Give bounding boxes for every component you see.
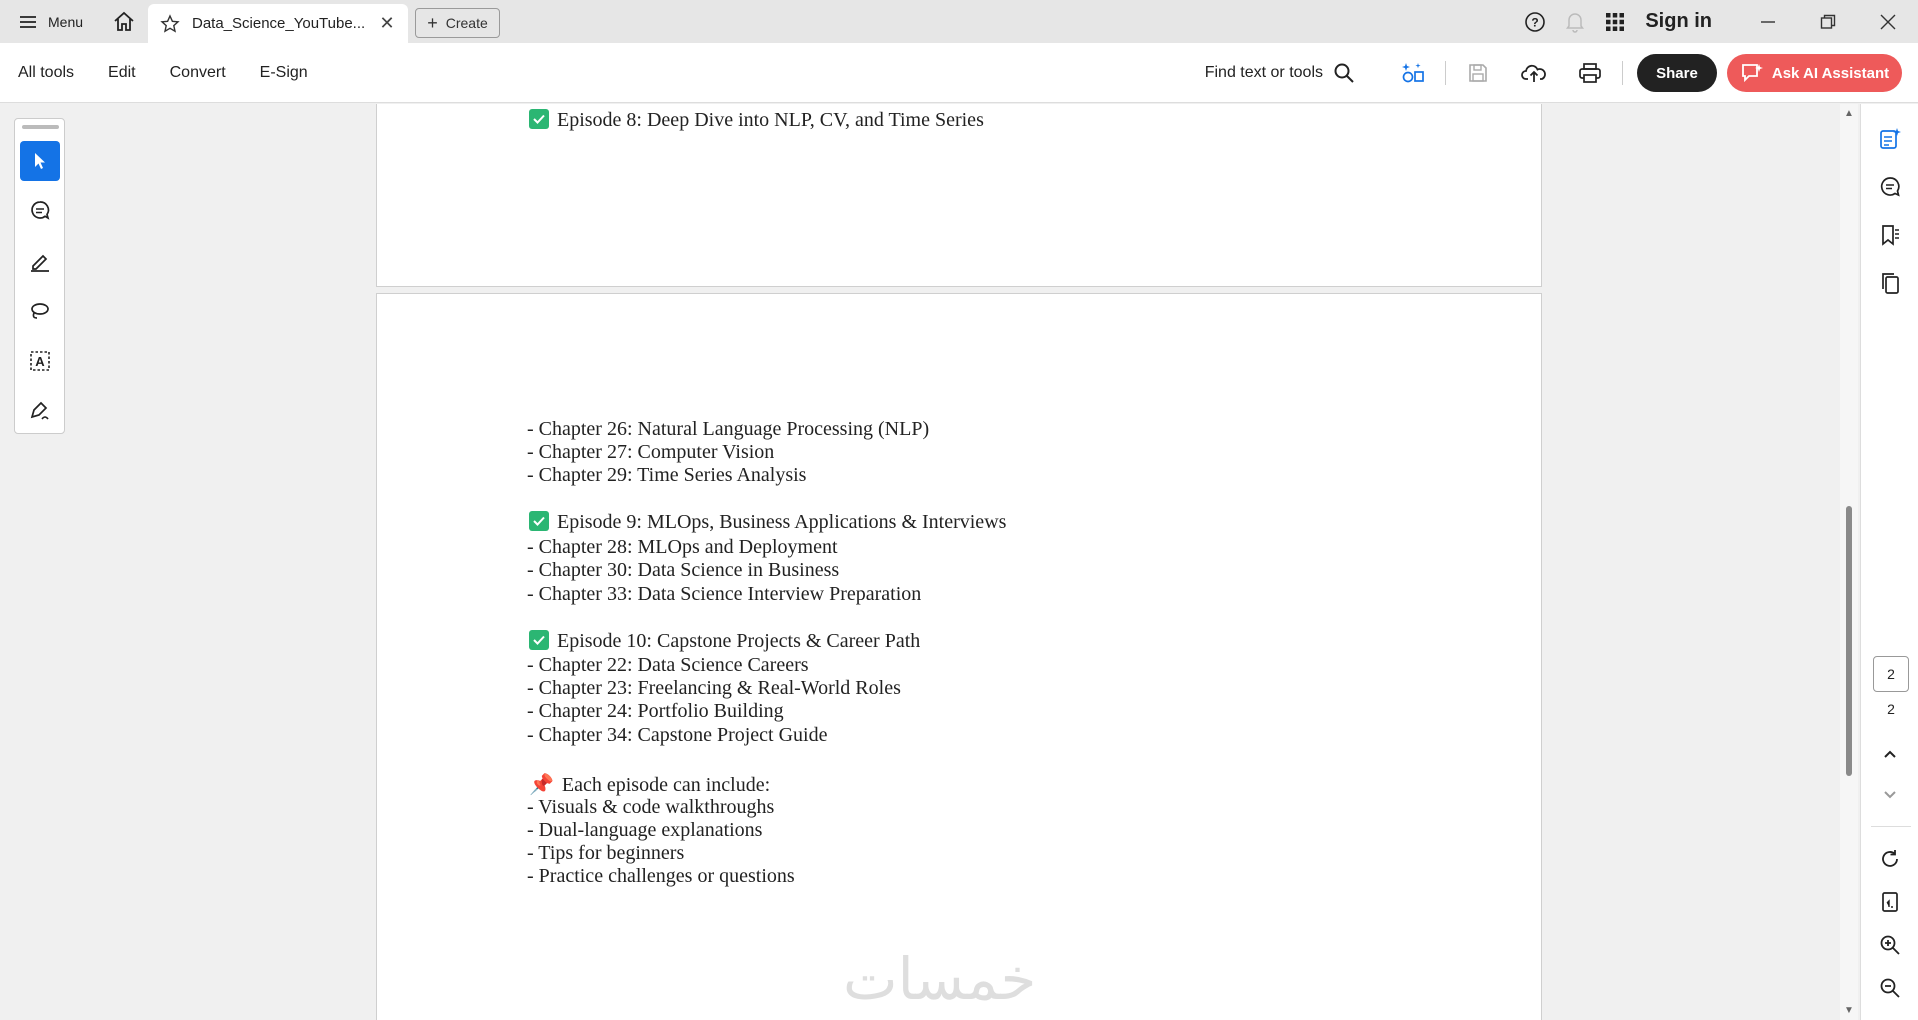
close-tab-icon[interactable]: ✕ [379, 13, 395, 33]
bullet-line: - Visuals & code walkthroughs [527, 796, 775, 818]
episode-9-title: Episode 9: MLOps, Business Applications & Interviews [557, 511, 1007, 533]
chapter-line: - Chapter 24: Portfolio Building [527, 700, 784, 722]
toolbar-divider [1445, 61, 1446, 85]
right-rail [1860, 104, 1918, 1020]
watermark-logo: خمسات [843, 945, 1037, 1013]
total-pages: 2 [1887, 701, 1895, 717]
chapter-line: - Chapter 33: Data Science Interview Preparation [527, 583, 922, 605]
find-label: Find text or tools [1204, 64, 1323, 81]
ai-summary-icon[interactable] [1875, 124, 1905, 154]
svg-text:A: A [35, 354, 45, 369]
chapter-line: - Chapter 26: Natural Language Processing (NLP) [527, 418, 930, 440]
document-viewer[interactable] [80, 104, 1840, 1020]
sign-tool[interactable] [20, 391, 60, 431]
ai-label: Ask AI Assistant [1771, 64, 1890, 82]
current-page-input[interactable]: 2 [1873, 656, 1909, 692]
minimize-icon[interactable] [1738, 0, 1798, 43]
note-heading [529, 772, 770, 797]
episode-heading [529, 511, 1006, 534]
menu-label: Menu [48, 13, 84, 30]
chapter-line: - Chapter 30: Data Science in Business [527, 559, 840, 581]
chapter-line: - Chapter 28: MLOps and Deployment [527, 536, 838, 558]
zoom-in-icon[interactable] [1875, 930, 1905, 960]
svg-text:?: ? [1531, 15, 1539, 29]
ask-ai-assistant-button[interactable] [1727, 54, 1902, 92]
share-button[interactable]: Share [1637, 54, 1717, 92]
ai-shapes-icon[interactable] [1385, 53, 1441, 93]
signature-pen-icon [28, 399, 52, 423]
home-button[interactable] [102, 0, 146, 43]
zoom-out-icon[interactable] [1875, 973, 1905, 1003]
toolbar-menu [8, 64, 332, 82]
hamburger-icon [18, 12, 38, 32]
convert-menu[interactable]: Convert [169, 63, 226, 81]
comments-icon[interactable] [1875, 172, 1905, 202]
check-mark-icon [529, 630, 549, 650]
document-tab[interactable] [148, 4, 408, 43]
close-window-icon[interactable] [1858, 0, 1918, 43]
highlight-tool[interactable] [20, 241, 60, 281]
rail-divider [1871, 826, 1911, 827]
search-icon [1333, 62, 1355, 84]
scroll-up-arrow-icon[interactable]: ▲ [1844, 108, 1854, 119]
chevron-up-icon[interactable] [1875, 739, 1905, 769]
rotate-icon[interactable] [1875, 844, 1905, 874]
chapter-line: - Chapter 23: Freelancing & Real-World Roles [527, 677, 901, 699]
text-box-icon [28, 349, 52, 373]
chapter-line: - Chapter 29: Time Series Analysis [527, 464, 807, 486]
restore-icon[interactable] [1798, 0, 1858, 43]
note-title: Each episode can include: [561, 774, 771, 796]
text-tool[interactable] [20, 341, 60, 381]
pages-icon[interactable] [1875, 268, 1905, 298]
create-button[interactable] [415, 8, 500, 38]
bullet-line: - Tips for beginners [527, 842, 685, 864]
help-icon[interactable] [1515, 0, 1555, 43]
episode-8-title: Episode 8: Deep Dive into NLP, CV, and Time Series [557, 109, 984, 131]
bookmarks-icon[interactable] [1875, 220, 1905, 250]
vertical-scrollbar[interactable] [1840, 104, 1858, 1020]
sign-in-button[interactable]: Sign in [1645, 10, 1712, 32]
episode-heading [529, 109, 984, 132]
check-mark-icon [529, 511, 549, 531]
apps-grid-icon[interactable] [1595, 0, 1635, 43]
all-tools-menu[interactable]: All tools [18, 63, 75, 81]
edit-menu[interactable]: Edit [108, 63, 136, 81]
chapter-line: - Chapter 34: Capstone Project Guide [527, 724, 828, 746]
chapter-line: - Chapter 22: Data Science Careers [527, 654, 809, 676]
select-tool[interactable] [20, 141, 60, 181]
chapter-line: - Chapter 27: Computer Vision [527, 441, 775, 463]
pen-icon [28, 249, 52, 273]
draw-tool[interactable] [20, 291, 60, 331]
title-bar [0, 0, 1918, 43]
titlebar-actions [1515, 0, 1918, 43]
pushpin-icon: 📌 [529, 774, 554, 796]
tab-title: Data_Science_YouTube... [192, 15, 366, 32]
panel-grip[interactable] [22, 125, 59, 129]
scroll-thumb[interactable] [1846, 506, 1852, 776]
episode-10-title: Episode 10: Capstone Projects & Career Path [557, 630, 921, 652]
chevron-down-icon[interactable] [1875, 780, 1905, 810]
comment-tool[interactable] [20, 191, 60, 231]
create-label: Create [445, 15, 488, 31]
star-icon[interactable] [160, 14, 180, 34]
page-fit-icon[interactable] [1875, 887, 1905, 917]
bullet-line: - Dual-language explanations [527, 819, 763, 841]
comment-icon [28, 199, 52, 223]
toolbar-actions [1205, 43, 1902, 103]
cursor-icon [30, 151, 50, 171]
page-1 [376, 104, 1542, 287]
save-icon[interactable] [1450, 53, 1506, 93]
find-text-tools[interactable] [1205, 62, 1355, 84]
quick-tools-panel [14, 118, 65, 434]
bell-icon[interactable] [1555, 0, 1595, 43]
episode-heading [529, 630, 920, 653]
scroll-down-arrow-icon[interactable]: ▼ [1844, 1005, 1854, 1016]
main-toolbar [0, 43, 1918, 103]
page-2 [376, 293, 1542, 1020]
bullet-line: - Practice challenges or questions [527, 865, 795, 887]
toolbar-divider [1622, 61, 1623, 85]
print-icon[interactable] [1562, 53, 1618, 93]
lasso-icon [28, 299, 52, 323]
check-mark-icon [529, 109, 549, 129]
home-icon [112, 10, 136, 34]
menu-button[interactable] [0, 0, 100, 43]
esign-menu[interactable]: E-Sign [259, 63, 308, 81]
upload-cloud-icon[interactable] [1506, 53, 1562, 93]
plus-icon: + [427, 12, 438, 33]
ai-chat-icon [1740, 62, 1764, 84]
